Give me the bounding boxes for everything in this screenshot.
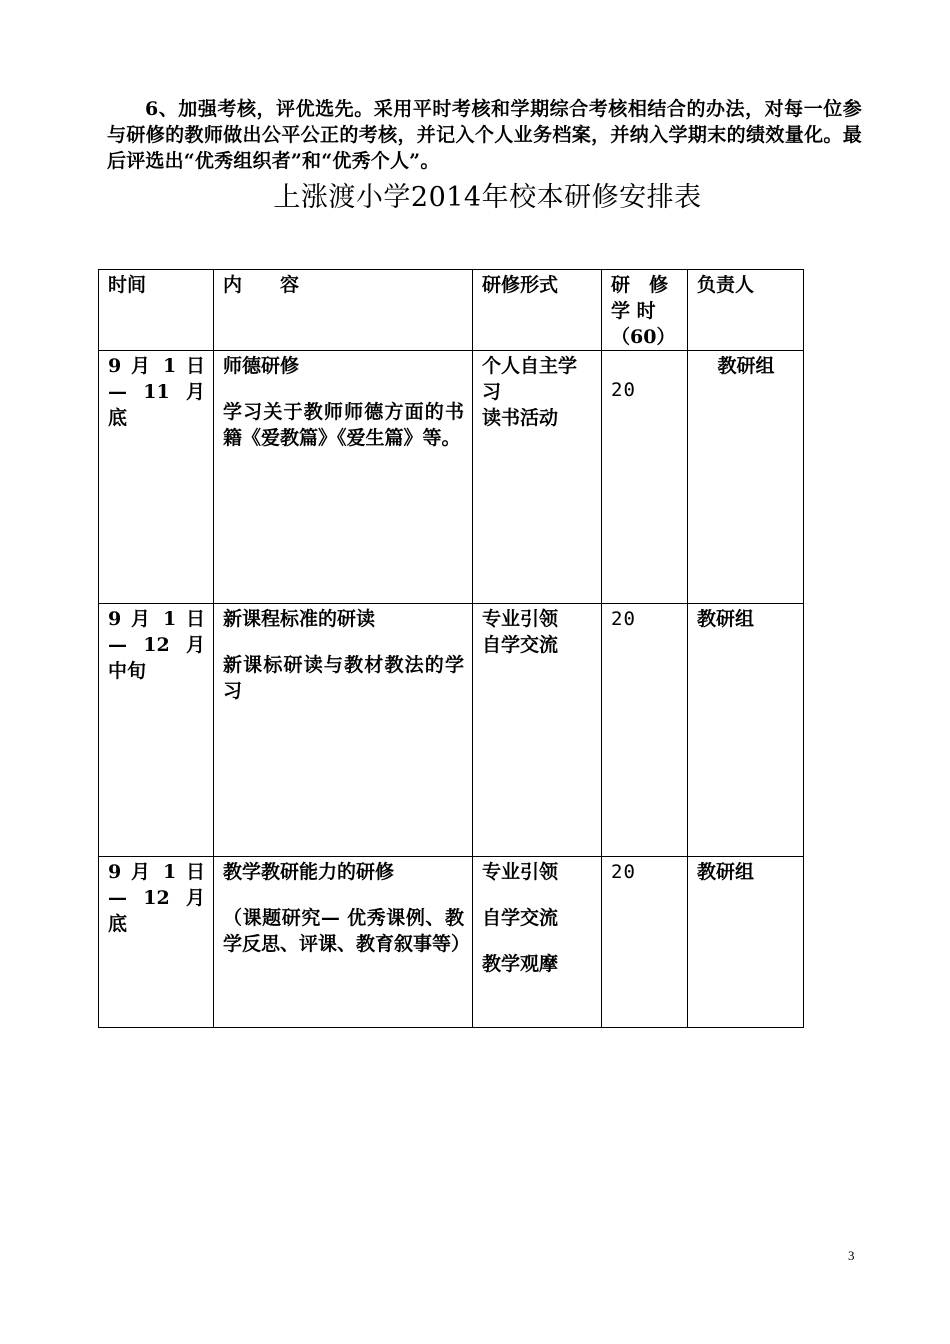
body-paragraph bbox=[107, 96, 862, 174]
form-line-1: 专业引领 bbox=[482, 861, 559, 883]
table-row bbox=[99, 857, 804, 1028]
header-hours-line-2: 学 时 bbox=[611, 300, 656, 322]
content-title: 师德研修 bbox=[223, 355, 300, 377]
form-line-2: 读书活动 bbox=[482, 407, 559, 429]
content-desc: 学习关于教师师德方面的书籍《爱教篇》《爱生篇》等。 bbox=[223, 401, 464, 449]
hours-value: 20 bbox=[611, 379, 636, 401]
header-form bbox=[473, 270, 602, 351]
time-line-3: 底 bbox=[108, 913, 128, 935]
cell-hours bbox=[602, 857, 688, 1028]
time-line-3: 中旬 bbox=[108, 660, 147, 682]
table-row bbox=[99, 604, 804, 857]
cell-form bbox=[473, 351, 602, 604]
content-desc: 新课标研读与教材教法的学习 bbox=[223, 654, 464, 702]
cell-owner bbox=[688, 604, 804, 857]
cell-content bbox=[214, 857, 473, 1028]
cell-time bbox=[99, 604, 214, 857]
header-time-label: 时间 bbox=[108, 274, 147, 296]
table-header-row bbox=[99, 270, 804, 351]
header-owner-label: 负责人 bbox=[697, 274, 755, 296]
time-line-1: 9 月 1 日 bbox=[108, 355, 205, 377]
cell-form bbox=[473, 604, 602, 857]
time-line-2: — 12 月 bbox=[108, 634, 205, 656]
paragraph-text: 6、加强考核，评优选先。采用平时考核和学期综合考核相结合的办法，对每一位参与研修的教师做出公平公正的考核，并记入个人业务档案，并纳入学期末的绩效量化。最后评选出“优秀组织者”和“优秀个人”。 bbox=[107, 98, 862, 172]
form-line-3: 教学观摩 bbox=[482, 953, 559, 975]
time-line-1: 9 月 1 日 bbox=[108, 861, 205, 883]
cell-content bbox=[214, 351, 473, 604]
page-title: 上涨渡小学2014年校本研修安排表 bbox=[273, 182, 702, 213]
time-line-2: — 11 月 bbox=[108, 381, 205, 403]
header-hours-line-3: （60） bbox=[611, 326, 676, 348]
hours-value: 20 bbox=[611, 861, 636, 883]
cell-form bbox=[473, 857, 602, 1028]
cell-hours bbox=[602, 351, 688, 604]
header-form-label: 研修形式 bbox=[482, 274, 559, 296]
owner-value: 教研组 bbox=[697, 861, 755, 883]
form-line-2: 自学交流 bbox=[482, 634, 559, 656]
schedule-table bbox=[98, 269, 804, 1028]
cell-owner bbox=[688, 351, 804, 604]
hours-value: 20 bbox=[611, 608, 636, 630]
time-line-3: 底 bbox=[108, 407, 128, 429]
form-line-1: 专业引领 bbox=[482, 608, 559, 630]
time-line-2: — 12 月 bbox=[108, 887, 205, 909]
page-number: 3 bbox=[848, 1248, 855, 1263]
content-title: 新课程标准的研读 bbox=[223, 608, 376, 630]
form-line-1: 个人自主学习 bbox=[482, 355, 578, 403]
cell-time bbox=[99, 857, 214, 1028]
time-line-1: 9 月 1 日 bbox=[108, 608, 205, 630]
header-hours-line-1: 研 修 bbox=[611, 274, 669, 296]
form-line-2: 自学交流 bbox=[482, 907, 559, 929]
content-title: 教学教研能力的研修 bbox=[223, 861, 395, 883]
header-time bbox=[99, 270, 214, 351]
cell-content bbox=[214, 604, 473, 857]
owner-value: 教研组 bbox=[717, 355, 775, 377]
cell-time bbox=[99, 351, 214, 604]
owner-value: 教研组 bbox=[697, 608, 755, 630]
header-hours bbox=[602, 270, 688, 351]
table-row bbox=[99, 351, 804, 604]
content-desc: （课题研究— 优秀课例、教学反思、评课、教育叙事等） bbox=[223, 907, 471, 955]
header-owner bbox=[688, 270, 804, 351]
cell-owner bbox=[688, 857, 804, 1028]
cell-hours bbox=[602, 604, 688, 857]
header-content bbox=[214, 270, 473, 351]
header-content-label: 内 容 bbox=[223, 274, 300, 296]
